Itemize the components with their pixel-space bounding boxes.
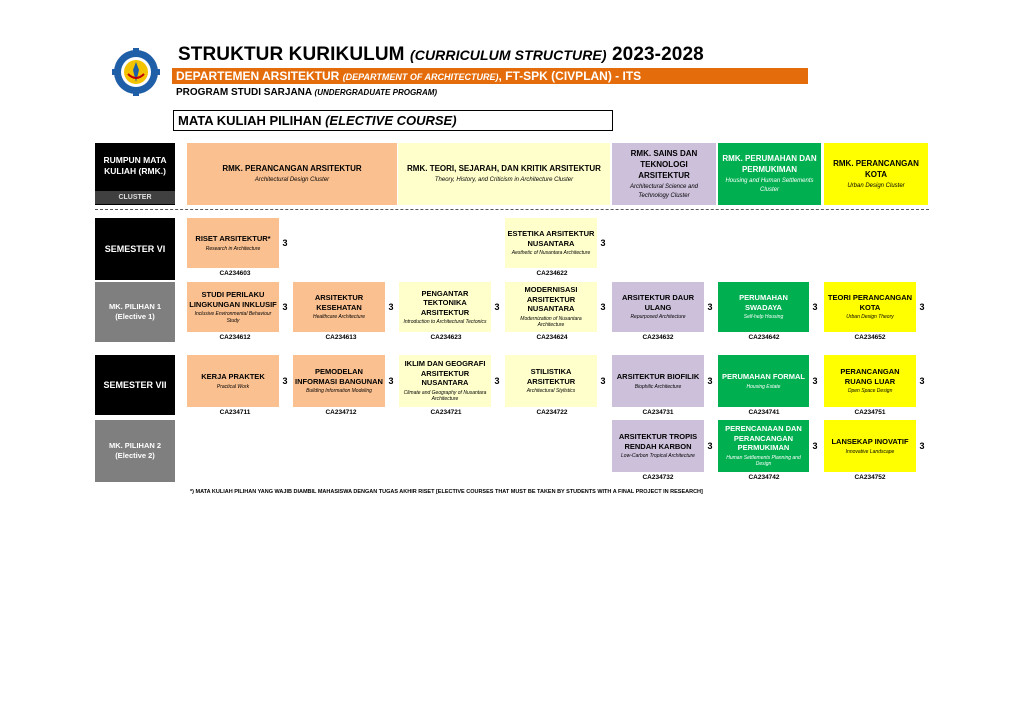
course-card-ruangluar: PERANCANGAN RUANG LUAR Open Space Design 3 [824, 355, 928, 407]
its-logo-icon [112, 48, 160, 96]
course-code: CA234632 [642, 334, 674, 341]
course-code: CA234623 [430, 334, 462, 341]
course-code: CA234731 [642, 409, 674, 416]
elective-course-heading: MATA KULIAH PILIHAN (ELECTIVE COURSE) [173, 110, 613, 131]
cluster-science-technology: RMK. SAINS DAN TEKNOLOGI ARSITEKTUR Architectural Science and Technology Cluster [612, 143, 716, 205]
course-code: CA234642 [748, 334, 780, 341]
cluster-architectural-design: RMK. PERANCANGAN ARSITEKTUR Architectural Design Cluster [187, 143, 397, 205]
credit-value: 3 [385, 282, 397, 332]
course-card-kesehatan: ARSITEKTUR KESEHATAN Healthcare Architecture 3 [293, 282, 397, 332]
course-card-lansekap: LANSEKAP INOVATIF Innovative Landscape 3 [824, 420, 928, 472]
course-card-perilaku: STUDI PERILAKU LINGKUNGAN INKLUSIF Inclusive Environmental Behaviour Study 3 [187, 282, 291, 332]
course-card-formal: PERUMAHAN FORMAL Housing Estate 3 [718, 355, 821, 407]
course-card-teorikota: TEORI PERANCANGAN KOTA Urban Design Theory 3 [824, 282, 928, 332]
elective-1-label: MK. PILIHAN 1 (Elective 1) [95, 282, 175, 342]
course-code: CA234624 [536, 334, 568, 341]
course-card-stilistika: STILISTIKA ARSITEKTUR Architectural Stylistics 3 [505, 355, 609, 407]
divider [95, 209, 929, 210]
credit-value: 3 [279, 282, 291, 332]
course-code: CA234612 [219, 334, 251, 341]
course-card-riset: RISET ARSITEKTUR* Research in Architecture 3 [187, 218, 291, 268]
course-card-tektonika: PENGANTAR TEKTONIKA ARSITEKTUR Introduction to Architectural Tectonics 3 [399, 282, 503, 332]
course-code: CA234603 [219, 270, 251, 277]
course-code: CA234712 [325, 409, 357, 416]
course-card-tropis: ARSITEKTUR TROPIS RENDAH KARBON Low-Carbon Tropical Architecture 3 [612, 420, 716, 472]
credit-value: 3 [809, 282, 821, 332]
course-code: CA234742 [748, 474, 780, 481]
course-code: CA234741 [748, 409, 780, 416]
course-code: CA234732 [642, 474, 674, 481]
credit-value: 3 [597, 355, 609, 407]
cluster-row-label: RUMPUN MATA KULIAH (RMK.) [95, 143, 175, 205]
course-card-modernisasi: MODERNISASI ARSITEKTUR NUSANTARA Modernization of Nusantara Architecture 3 [505, 282, 609, 332]
credit-value: 3 [704, 355, 716, 407]
program-label: PROGRAM STUDI SARJANA (UNDERGRADUATE PROGRAM) [176, 87, 438, 98]
course-card-swadaya: PERUMAHAN SWADAYA Self-help Housing 3 [718, 282, 821, 332]
course-code: CA234751 [854, 409, 886, 416]
page-title: STRUKTUR KURIKULUM (CURRICULUM STRUCTURE) 2023-2028 [178, 44, 704, 65]
credit-value: 3 [279, 218, 291, 268]
cluster-housing-settlements: RMK. PERUMAHAN DAN PERMUKIMAN Housing and Human Settlements Cluster [718, 143, 821, 205]
course-code: CA234752 [854, 474, 886, 481]
semester-vi-label: SEMESTER VI [95, 218, 175, 280]
course-card-iklim: IKLIM DAN GEOGRAFI ARSITEKTUR NUSANTARA Climate and Geography of Nusantara Architecture 3 [399, 355, 503, 407]
semester-vii-label: SEMESTER VII [95, 355, 175, 415]
credit-value: 3 [491, 282, 503, 332]
cluster-urban-design: RMK. PERANCANGAN KOTA Urban Design Cluster [824, 143, 928, 205]
course-code: CA234613 [325, 334, 357, 341]
credit-value: 3 [809, 355, 821, 407]
credit-value: 3 [916, 420, 928, 472]
credit-value: 3 [385, 355, 397, 407]
course-code: CA234721 [430, 409, 462, 416]
course-code: CA234622 [536, 270, 568, 277]
course-card-biofilik: ARSITEKTUR BIOFILIK Biophilic Architecture 3 [612, 355, 716, 407]
elective-2-label: MK. PILIHAN 2 (Elective 2) [95, 420, 175, 482]
credit-value: 3 [809, 420, 821, 472]
cluster-theory-history: RMK. TEORI, SEJARAH, DAN KRITIK ARSITEKTUR Theory, History, and Criticism in Architecture Cluster [398, 143, 610, 205]
footnote: *) MATA KULIAH PILIHAN YANG WAJIB DIAMBIL MAHASISWA DENGAN TUGAS AKHIR RISET [ELECTIVE COURSES THAT MUST BE TAKEN BY STUDENTS WITH A FINAL PROJECT IN RESEARCH] [190, 489, 703, 495]
credit-value: 3 [916, 282, 928, 332]
credit-value: 3 [704, 420, 716, 472]
credit-value: 3 [597, 282, 609, 332]
credit-value: 3 [597, 218, 609, 268]
course-code: CA234722 [536, 409, 568, 416]
credit-value: 3 [279, 355, 291, 407]
credit-value: 3 [491, 355, 503, 407]
course-code: CA234711 [219, 409, 251, 416]
course-code: CA234652 [854, 334, 886, 341]
course-card-permukiman: PERENCANAAN DAN PERANCANGAN PERMUKIMAN Human Settlements Planning and Design 3 [718, 420, 821, 472]
credit-value: 3 [704, 282, 716, 332]
department-bar: DEPARTEMEN ARSITEKTUR (DEPARTMENT OF ARCHITECTURE), FT-SPK (CIVPLAN) - ITS [172, 68, 808, 84]
course-card-estetika: ESTETIKA ARSITEKTUR NUSANTARA Aesthetic of Nusantara Architecture 3 [505, 218, 609, 268]
course-card-daurulang: ARSITEKTUR DAUR ULANG Repurposed Architecture 3 [612, 282, 716, 332]
course-card-bim: PEMODELAN INFORMASI BANGUNAN Building Information Modeling 3 [293, 355, 397, 407]
course-card-praktek: KERJA PRAKTEK Practical Work 3 [187, 355, 291, 407]
cluster-sub-label: CLUSTER [95, 191, 175, 204]
credit-value: 3 [916, 355, 928, 407]
